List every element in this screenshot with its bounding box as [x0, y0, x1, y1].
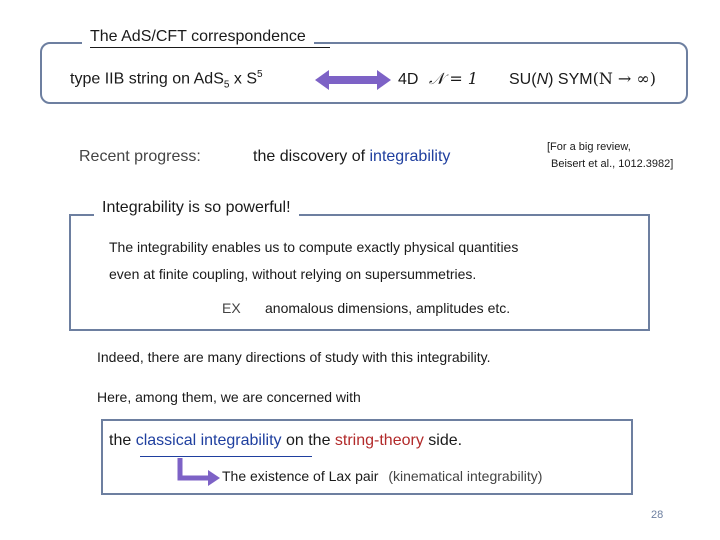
body-line-1: Indeed, there are many directions of study with this integrability.: [97, 349, 491, 365]
string-theory-side: type IIB string on AdS$_5$ x $S^5$: [70, 69, 263, 91]
classical-statement: the classical integrability on the string-theory side.: [103, 432, 468, 450]
powerful-line-2: even at finite coupling, without relying on supersummetries.: [109, 266, 477, 282]
progress-text: the discovery of integrability: [253, 148, 451, 165]
body-line-2: Here, among them, we are concerned with: [97, 389, 361, 405]
title-underline: [90, 47, 330, 48]
powerful-box-title: Integrability is so powerful!: [94, 199, 299, 217]
bent-arrow-icon: [176, 458, 222, 488]
example-text: anomalous dimensions, amplitudes etc.: [265, 300, 511, 316]
lax-pair-text: The existence of Lax pair (kinematical integrability): [222, 468, 543, 484]
section-title: The AdS/CFT correspondence: [82, 28, 314, 46]
review-reference: [For a big review, Beisert et al., 1012.3982]: [547, 141, 674, 170]
gauge-theory-side: 4D 𝒩 = 1: [398, 69, 478, 88]
double-arrow-icon: [313, 68, 393, 92]
recent-progress-label: Recent progress:: [79, 148, 201, 165]
example-label: EX: [222, 300, 241, 316]
powerful-line-1: The integrability enables us to compute exactly physical quantities: [109, 239, 519, 255]
sym-theory-label: SU(N) SYM(N → ∞): [509, 69, 656, 88]
page-number: 28: [651, 509, 664, 521]
classical-underline: [140, 456, 312, 457]
